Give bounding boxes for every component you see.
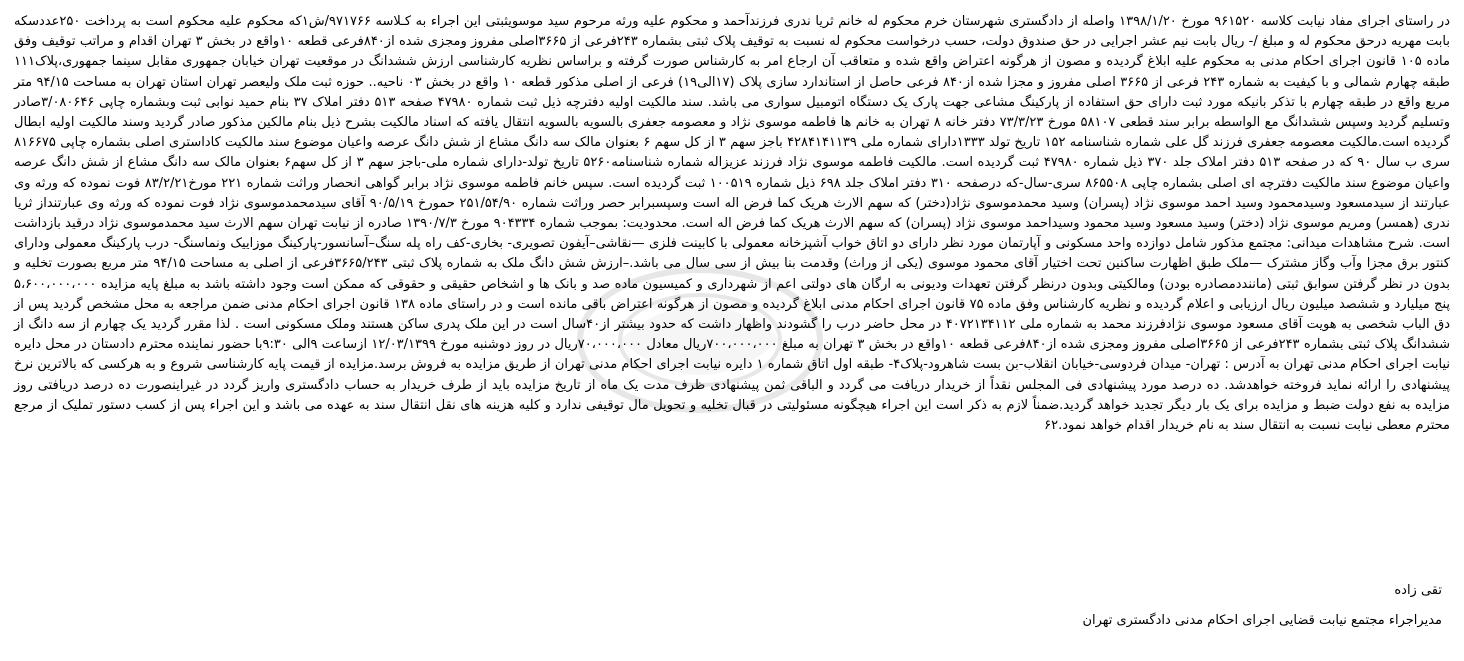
- signature-block: [1082, 576, 1442, 636]
- signature-title: مدیراجراء مجتمع نیابت قضایی اجرای احکام مدنی دادگستری تهران: [1082, 613, 1442, 628]
- notice-body-text: در راستای اجرای مفاد نیابت کلاسه ۹۶۱۵۲۰ مورخ ۱۳۹۸/۱/۲۰ واصله از دادگستری شهرستان خرم محکوم له خانم ثریا ندری فرزندآحمد و محکوم علیه ورثه مرحوم سید موسویثبتی این اجراء به کـلاسه ۹۷۱۷۶۶/ش۱که محکوم علیه محکوم است به پرداخت ۲۵۰عددسکه بابت مهریه درحق محکوم له و مبلغ /- ریال بابت نیم عشر اجرایی در حق صندوق دولت، حسب درخواست محکوم له نسبت به توقیف پلاک ثبتی بشماره ۲۴۳فرعی از ۳۶۶۵اصلی مفروز ومجزی شده از۸۴۰فرعی قطعه ۱۰واقع در بخش ۳ تهران اقدام و مراتب توقیف وفق ماده ۱۰۵ قانون اجرای احکام مدنی به محکوم علیه ابلاغ گردیده و مصون از هرگونه اعتراض واقع شده و متعاقب آن ارجاع امر به کارشناس صورت گرفته و براساس نظریه کارشناسی ارزش ششدانگ در موقعیت تهران خیابان جمهوری مقابل سینما جمهوری،پلاک۱۱۱ طبقه چهارم شمالی و با کیفیت به شماره ۲۴۳ فرعی از ۳۶۶۵ اصلی مفروز و مجزا شده از۸۴۰ فرعی حاصل از استاندارد سازی پلاک (۱۷الی۱۹) فرعی از اصلی مذکور قطعه ۱۰ واقع در بخش ۰۳ ناحیه.. حوزه ثبت ملک ولیعصر تهران استان تهران به مساحت ۹۴/۱۵ متر مربع واقع در طبقه چهارم با تذکر بانیکه مورد ثبت دارای حق استفاده از پارکینگ مشاعی جهت پارک یک دستگاه اتومبیل سواری می باشد. سند مالکیت اولیه دفترچه ذیل ثبت شماره ۴۷۹۸۰ صفحه ۵۱۳ دفتر املاک ۳۷ بنام حمید نوابی ثبت وبشماره چاپی ۳/۰۸۰۶۴۶صادر وتسلیم گردید وسپس ششدانگ مع الواسطه برابر سند قطعی ۵۸۱۰۷ مورخ ۷۳/۳/۲۳ دفتر خانه ۸ تهران به خانم ها فاطمه موسوی نژاد و معصومه جعفری بالسویه بالسویه انتقال یافته که اسناد مالکیت بشرح ذیل بنام مالکین مذکور صادر گردید وسند مالکیت اولیه ابطال گردیده است.مالکیت معصومه جعفری فرزند گل علی شماره شناسنامه ۱۵۲ تاریخ تولد ۱۳۳۳دارای شماره ملی ۴۲۸۴۱۴۱۱۳۹ باجز سهم ۳ از کل سهم ۶ بعنوان مالک سه دانگ مشاع از شش دانگ عرصه واعیان موضوع سند مالکیت کاداستری اصلی بشماره چاپی ۸۱۶۶۷۵ سری ب سال ۹۰ که در صفحه ۵۱۳ دفتر املاک جلد ۳۷۰ ذیل شماره ۴۷۹۸۰ ثبت گردیده است. مالکیت فاطمه موسوی نژاد فرزند عزیزاله شماره شناسنامه۵۲۶۰ تاریخ تولد-دارای شماره ملی-باجز سهم ۳ از کل سهم۶ بعنوان مالک سه دانگ مشاع از شش دانگ عرصه واعیان موضوع سند مالکیت دفترچه ای اصلی بشماره چاپی ۸۶۵۵۰۸ سری-سال-که درصفحه ۳۱۰ دفتر املاک جلد ۶۹۸ ذیل شماره ۱۰۰۵۱۹ ثبت گردیده است. سپس خانم فاطمه موسوی نژاد برابر گواهی انحصار وراثت شماره ۲۲۱ مورخ۸۳/۲/۲۱ فوت نموده که ورثه وی عبارتند از سیدمسعود وسیدمحمود وسید احمد موسوی نژاد (پسران) وسید محمدموسوی نژاد(دختر) که سهم الارث هریک کما فرض اله است وسپسبرابر حصر وراثت شماره ۲۵۱/۵۴/۹۰ حمورخ ۹۰/۵/۱۹ آقای سیدمحمدموسوی نژاد فوت نموده که ورثه وی عبارتنداز ثریا ندری (همسر) ومریم موسوی نژاد (دختر) وسید مسعود وسید محمود وسیداحمد موسوی نژاد (پسران) که سهم الارث هریک کما فرض اله است. محدودیت: بموجب شماره ۹۰۴۳۳۴ مورخ ۱۳۹۰/۷/۳ صادره از نیابت تهران سهم الارث سید محمدموسوی نژاد درقید بازداشت است. شرح مشاهدات میدانی: مجتمع مذکور شامل دوازده واحد مسکونی و آپارتمان مورد نظر دارای دو اتاق خواب آشپزخانه معمولی با کابینت فلزی —نقاشی–آیفون تصویری- بخاری-کف راه پله سنگ–آسانسور-پارکینگ موزاییک ونماسنگ- درب پارکینگ معمولی ودارای کنتور برق مجزا وآب وگاز مشترک —ملک طبق اظهارت ساکنین تحت اختیار آقای محمود موسوی (یکی از وراث) وقدمت بنا بیش از سی سال می باشد.–ارزش شش دانگ ملک به شماره پلاک ثبتی ۳۶۶۵/۲۴۳فرعی از اصلی به مساحت ۹۴/۱۵ متر مربع بصورت تخلیه و بدون در نظر گرفتن سوابق ثبتی (ماننددمصادره بودن) ومالکیتی وبدون درنظر گرفتن تعهدات ودیونی به ارگان های دولتی اعم از شهرداری و کمیسیون ماده صد و بانک ها و اشخاص حقیقی و حقوقی که ممکن است وجود داشته باشد به مبلغ پایه مزایده ۵،۶۰۰،۰۰۰،۰۰۰ پنج میلیارد و ششصد میلیون ریال ارزیابی و اعلام گردیده و نظریه کارشناس وفق ماده ۷۵ قانون اجرای احکام مدنی ابلاغ گردیده و مصون از هرگونه اعتراض باقی مانده است و در راستای ماده ۱۳۸ قانون اجرای احکام مدنی ضمن مراجعه به محل مشخص گردید پس از دق الباب شخصی به هویت آقای مسعود موسوی نژادفرزند محمد به شماره ملی ۴۰۷۲۱۳۴۱۱۲ در محل حاضر درب را گشودند واظهار داشت که حدود بیشتر از۴۰سال است در این ملک پدری ساکن هستند وملک مسکونی است . لذا مقرر گردید یک چهارم از سه دانگ از ششدانگ پلاک ثبتی بشماره ۲۴۳فرعی از ۳۶۶۵اصلی مفروز ومجزی شده از۸۴۰فرعی قطعه ۱۰واقع در بخش ۳ تهران به مبلغ ۷۰۰،۰۰۰،۰۰۰ریال معادل ۷۰،۰۰۰،۰۰۰ریال در روز دوشنبه مورخ ۱۲/۰۳/۱۳۹۹ ازساعت ۹الی ۹:۳۰با حضور نماینده محترم دادستان در محل دایره نیابت اجرای احکام مدنی تهران به آدرس : تهران- میدان فردوسی-خیابان انقلاب-بن بست شاهرود-پلاک۴- طبقه اول اتاق شماره ۱ دایره نیابت اجرای احکام مدنی تهران از طریق مزایده به فروش برسد.مزایده از قیمت پایه کارشناسی شروع و به هرکسی که بالاترین نرخ پیشنهادی را ارائه نماید فروخته خواهدشد. ده درصد مورد پیشنهادی فی المجلس نقداً از خریدار دریافت می گردد و الباقی ثمن پیشنهادی ظرف مدت یک ماه از تاریخ مزایده باید از طرف خریدار به حساب دادگستری واریز گردد در غیراینصورت ده درصد دریافتی روز مزایده به نفع دولت ضبط و مزایده برای یک بار دیگر تجدید خواهد گردید.ضمناً لازم به ذکر است این اجراء هیچگونه مسئولیتی در قبال تخلیه و تحویل مال توقیفی ندارد و کلیه هزینه های نقل انتقال سند به عهده می باشد و این اجراء پس از کسب دستور تملیک از مرجع محترم معطی نیابت نسبت به انتقال سند به نام خریدار اقدام خواهد نمود.۶۲: [14, 14, 1451, 434]
- signature-name: تقی زاده: [1394, 583, 1442, 598]
